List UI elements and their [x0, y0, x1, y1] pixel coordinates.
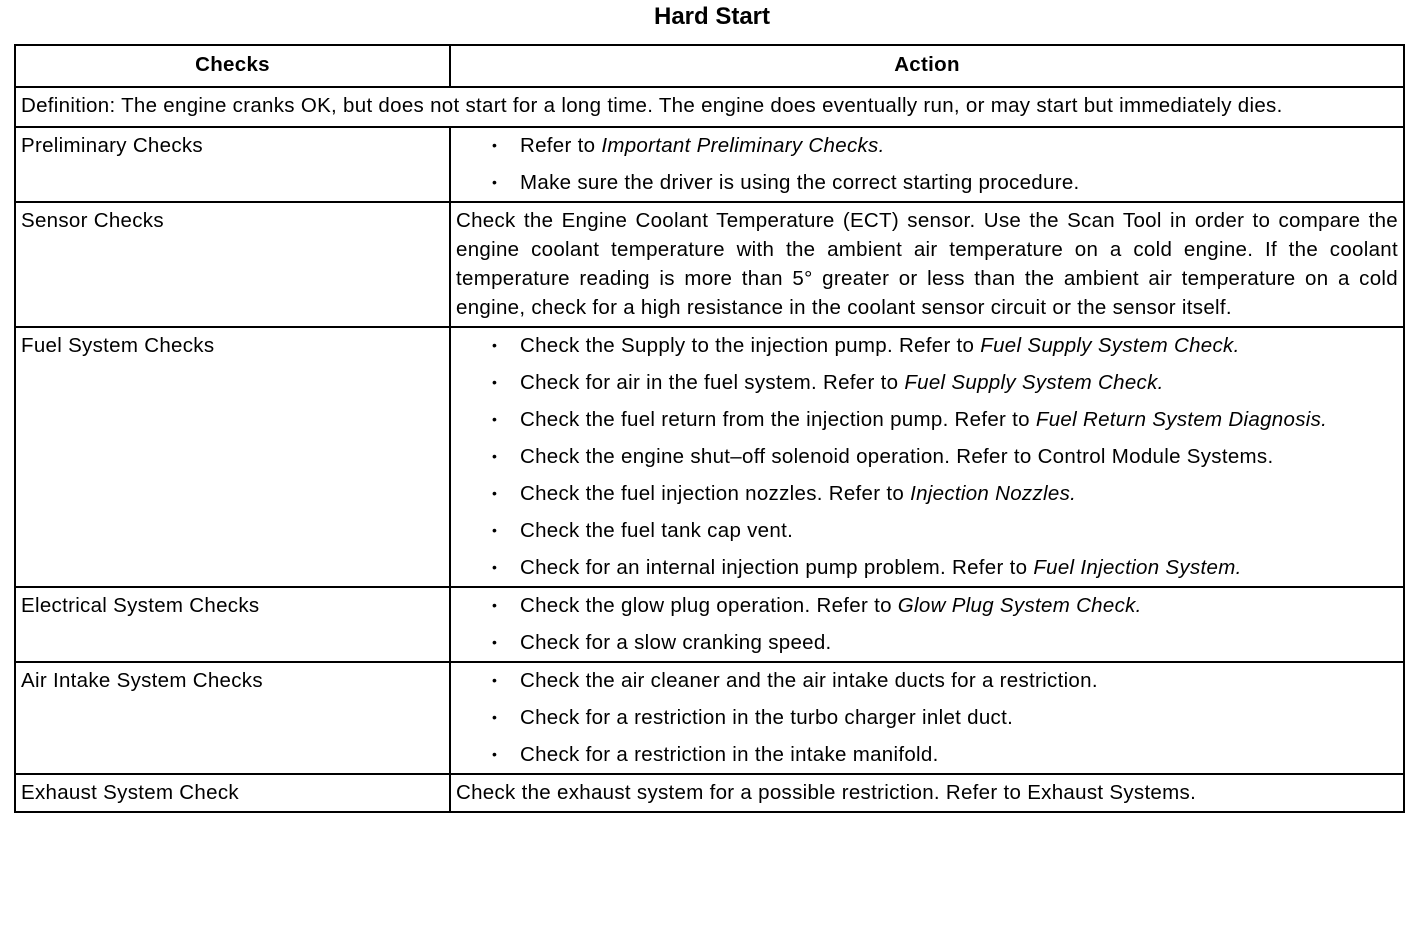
item-text: Check the fuel tank cap vent.	[520, 519, 794, 542]
bullet-icon: •	[492, 137, 498, 153]
reference-text: Important Preliminary Checks.	[601, 134, 885, 157]
bullet-icon: •	[492, 337, 498, 353]
item-text: Check the fuel return from the injection pump. Refer to	[520, 408, 1036, 431]
bullet-icon: •	[492, 411, 498, 427]
action-list	[456, 331, 1398, 582]
reference-text: Fuel Return System Diagnosis.	[1035, 408, 1328, 431]
item-text: Check for a restriction in the turbo charger inlet duct.	[520, 706, 1014, 729]
item-text: Check the air cleaner and the air intake ducts for a restriction.	[520, 669, 1098, 692]
reference-text: Fuel Injection System.	[1033, 556, 1242, 579]
bullet-icon: •	[492, 709, 498, 725]
action-cell	[450, 327, 1404, 587]
action-text: Check the exhaust system for a possible restriction. Refer to Exhaust Systems.	[456, 781, 1197, 804]
list-item	[456, 405, 1398, 434]
bullet-icon: •	[492, 634, 498, 650]
bullet-icon: •	[492, 374, 498, 390]
action-list	[456, 131, 1398, 197]
item-text: Refer to	[520, 134, 602, 157]
bullet-icon: •	[492, 522, 498, 538]
reference-text: Injection Nozzles.	[910, 482, 1077, 505]
list-item	[456, 740, 1398, 769]
action-cell	[450, 202, 1404, 327]
action-cell	[450, 127, 1404, 202]
page-title: Hard Start	[653, 3, 771, 30]
table-row	[15, 202, 1404, 327]
list-item	[456, 516, 1398, 545]
list-item	[456, 666, 1398, 695]
header-row	[15, 45, 1404, 87]
check-name: Electrical System Checks	[15, 587, 450, 662]
list-item	[456, 591, 1398, 620]
header-checks: Checks	[15, 45, 450, 87]
list-item	[456, 331, 1398, 360]
bullet-icon: •	[492, 485, 498, 501]
bullet-icon: •	[492, 174, 498, 190]
bullet-icon: •	[492, 448, 498, 464]
table-row	[15, 327, 1404, 587]
action-list	[456, 591, 1398, 657]
check-name: Air Intake System Checks	[15, 662, 450, 774]
item-text: Check the fuel injection nozzles. Refer to	[520, 482, 911, 505]
bullet-icon: •	[492, 559, 498, 575]
list-item	[456, 368, 1398, 397]
reference-text: Fuel Supply System Check.	[904, 371, 1164, 394]
list-item	[456, 703, 1398, 732]
item-text: Check the engine shut–off solenoid operation. Refer to Control Module Systems.	[520, 445, 1274, 468]
item-text: Check for a restriction in the intake manifold.	[520, 743, 939, 766]
check-name: Fuel System Checks	[15, 327, 450, 587]
item-text: Check the glow plug operation. Refer to	[520, 594, 898, 617]
action-text: Check the Engine Coolant Temperature (ECT) sensor. Use the Scan Tool in order to compare the engine coolant temperature with the ambient air temperature on a cold engine. If the coolant temperature reading is more than 5° greater or less than the ambient air temperature on a cold engine, check for a high resistance in the coolant sensor circuit or the sensor itself.	[456, 209, 1398, 319]
check-name: Exhaust System Check	[15, 774, 450, 812]
item-text: Check the Supply to the injection pump. Refer to	[520, 334, 981, 357]
bullet-icon: •	[492, 597, 498, 613]
item-text: Check for an internal injection pump problem. Refer to	[520, 556, 1034, 579]
table-row	[15, 127, 1404, 202]
table-row	[15, 587, 1404, 662]
list-item	[456, 168, 1398, 197]
definition-row	[15, 87, 1404, 127]
reference-text: Fuel Supply System Check.	[980, 334, 1240, 357]
item-text: Check for air in the fuel system. Refer to	[520, 371, 905, 394]
action-cell	[450, 662, 1404, 774]
list-item	[456, 131, 1398, 160]
list-item	[456, 553, 1398, 582]
reference-text: Glow Plug System Check.	[897, 594, 1142, 617]
check-name: Preliminary Checks	[15, 127, 450, 202]
bullet-icon: •	[492, 746, 498, 762]
list-item	[456, 628, 1398, 657]
bullet-icon: •	[492, 672, 498, 688]
list-item	[456, 442, 1398, 471]
check-name: Sensor Checks	[15, 202, 450, 327]
action-cell	[450, 774, 1404, 812]
action-cell	[450, 587, 1404, 662]
action-list	[456, 666, 1398, 769]
table-row	[15, 774, 1404, 812]
item-text: Make sure the driver is using the correct starting procedure.	[520, 171, 1080, 194]
definition-text: Definition: The engine cranks OK, but does not start for a long time. The engine does eventually run, or may start but immediately dies.	[15, 87, 1404, 127]
header-action: Action	[450, 45, 1404, 87]
item-text: Check for a slow cranking speed.	[520, 631, 832, 654]
list-item	[456, 479, 1398, 508]
table-row	[15, 662, 1404, 774]
hard-start-table	[14, 44, 1405, 813]
